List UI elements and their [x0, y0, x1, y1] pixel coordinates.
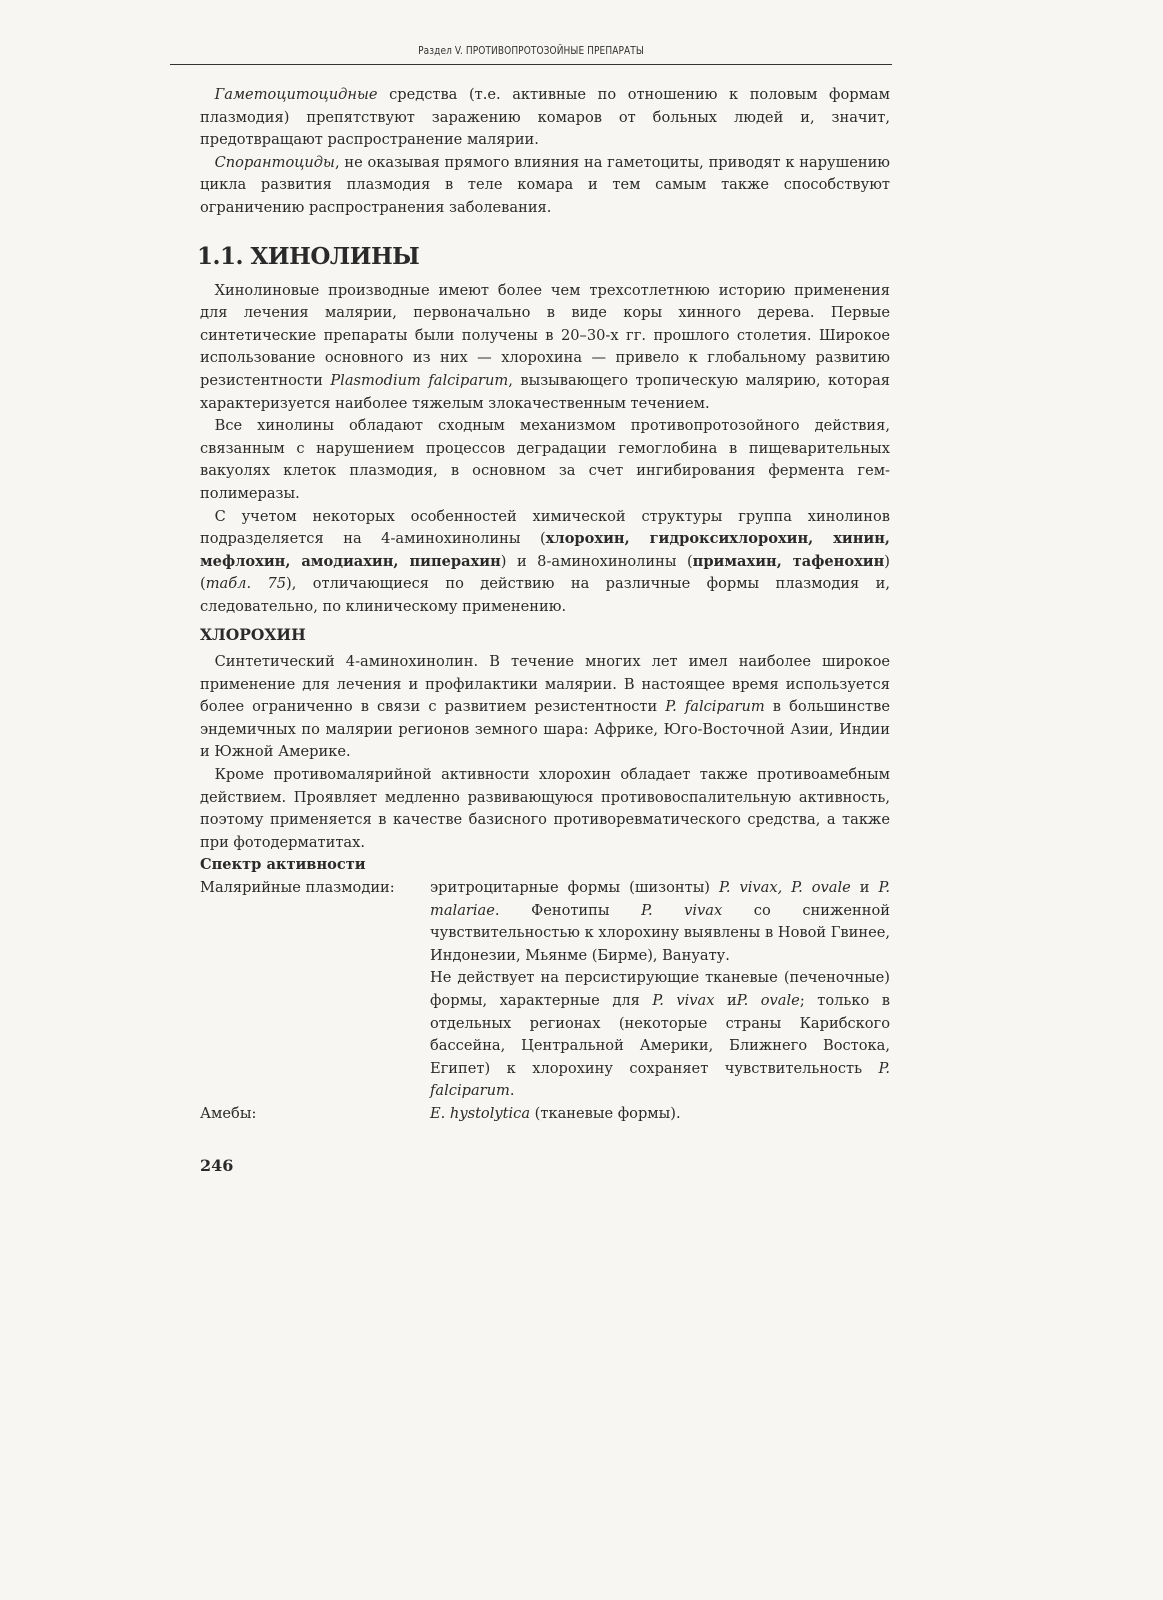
spectrum-heading: Спектр активности — [200, 856, 366, 874]
paragraph-quinolines-groups: С учетом некоторых особенностей химической структуры группа хинолинов подразделяется на 4-аминохинолины (хлорохин, гидроксихлорохин, хинин, мефлохин, амодиахин, пиперахин) и 8-аминохинолины (примахин, тафенохин) (табл. 75), отличающиеся по действию на различные формы плазмодия и, следовательно, по клиническому применению. — [200, 507, 891, 615]
paragraph-chloroquine-intro: Синтетический 4-аминохинолин. В течение многих лет имел наиболее широкое применение для лечения и профилактики малярии. В настоящее время используется более ограниченно в связи с развитием резистентности P. falciparum в большинстве эндемичных по малярии регионов земного шара: Африке, Юго-Восточной Азии, Индии и Южной Америке. — [200, 653, 890, 761]
paragraph-quinolines-history: Хинолиновые производные имеют более чем трехсотлетнюю историю применения для лечения малярии, первоначально в виде коры хинного дерева. Первые синтетические препараты были получены в 20–30-х гг. прошлого столетия. Широкое использование основного из них — хлорохина — привело к глобальному развитию резистентности Plasmodium falciparum, вызывающего тропическую малярию, которая характеризуется наиболее тяжелым злокачественным течением. — [200, 281, 890, 412]
section-title: 1.1. ХИНОЛИНЫ — [197, 242, 420, 270]
spectrum-label: Малярийные плазмодии: — [200, 879, 395, 896]
paragraph-gametocytocidal: Гаметоцитоцидные средства (т.е. активные по отношению к половым формам плазмодия) препятствуют заражению комаров от больных людей и, значит, предотвращают распространение малярии. — [200, 86, 890, 149]
running-header: Раздел V. ПРОТИВОПРОТОЗОЙНЫЕ ПРЕПАРАТЫ — [418, 44, 644, 57]
paragraph-quinolines-mechanism: Все хинолины обладают сходным механизмом противопротозойного действия, связанным с нарушением процессов деградации гемоглобина в пищеварительных вакуолях клеток плазмодия, в основном за счет ингибирования фермента гем-полимеразы. — [200, 417, 890, 502]
term-gametocytocidal: Гаметоцитоцидные — [214, 86, 378, 103]
spectrum-row-amoebae — [200, 1103, 890, 1126]
paragraph-chloroquine-activity: Кроме противомалярийной активности хлорохин обладает также противоамебным действием. Проявляет медленно развивающуюся противовоспалительную активность, поэтому применяется в качестве базисного противоревматического средства, а также при фотодерматитах. — [200, 766, 890, 851]
text-body — [197, 84, 891, 1126]
term-sporontocides: Спорантоциды — [214, 153, 335, 171]
subsection-title: ХЛОРОХИН — [200, 625, 306, 645]
spectrum-label: Амебы: — [200, 1104, 257, 1122]
spectrum-value: эритроцитарные формы (шизонты) P. vivax, P. ovale и P. malariae. Фенотипы P. vivax со сниженной чувствительностью к хлорохину выявлены в Новой Гвинее, Индонезии, Мьянме (Бирме), Вануату. Не действует на персистирующие тканевые (печеночные) формы, характерные для P. vivax иP. ovale; только в отдельных регионах (некоторые страны Карибского бассейна, Центральной Америки, Ближнего Востока, Египет) к хлорохину сохраняет чувствительность P. falciparum. — [430, 879, 890, 1100]
paragraph-sporontocidal: Спорантоциды, не оказывая прямого влияния на гаметоциты, приводят к нарушению цикла развития плазмодия в теле комара и тем самым также способствуют ограничению распространения заболевания. — [200, 153, 890, 216]
spectrum-row-plasmodia — [200, 877, 890, 1103]
page-number: 246 — [200, 1156, 234, 1175]
spectrum-value: E. hystolytica (тканевые формы). — [430, 1104, 681, 1122]
table-reference: табл. 75 — [205, 575, 287, 593]
header-rule — [170, 64, 892, 65]
